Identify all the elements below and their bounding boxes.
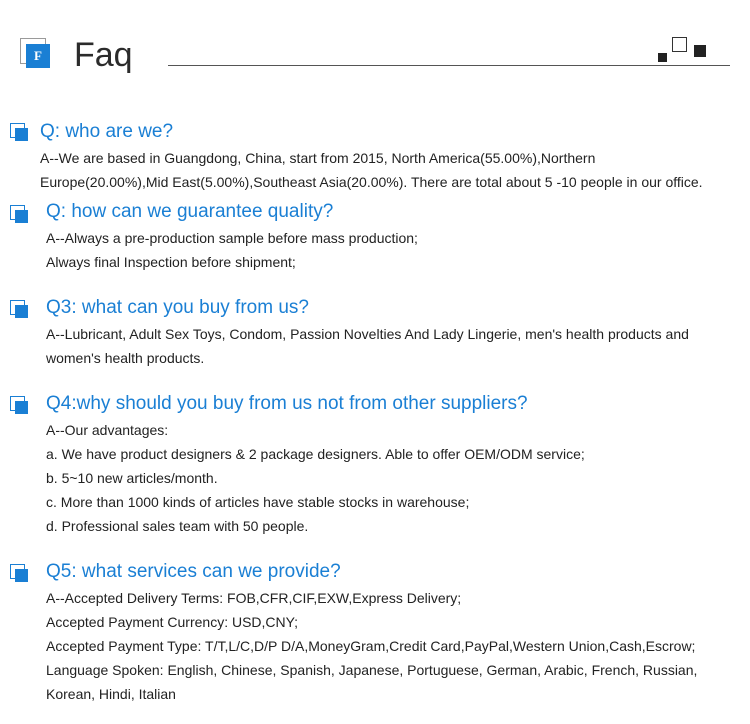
- answer-line: Language Spoken: English, Chinese, Spanish, Japanese, Portuguese, German, Arabic, French, Russian,: [46, 662, 698, 678]
- faq-answer: [46, 226, 418, 274]
- faq-answer: [46, 418, 585, 538]
- decor-square-outline-icon: [672, 37, 687, 52]
- answer-line: Korean, Hindi, Italian: [46, 686, 176, 702]
- decor-square-filled-icon: [694, 45, 706, 57]
- answer-line: a. We have product designers & 2 package designers. Able to offer OEM/ODM service;: [46, 446, 585, 462]
- faq-header: [0, 0, 750, 90]
- answer-line: Always final Inspection before shipment;: [46, 254, 296, 270]
- faq-logo-icon: [20, 38, 50, 68]
- answer-line: Europe(20.00%),Mid East(5.00%),Southeast Asia(20.00%). There are total about 5 -10 people in our office.: [40, 174, 703, 190]
- answer-line: A--We are based in Guangdong, China, start from 2015, North America(55.00%),Northern: [40, 150, 596, 166]
- answer-line: b. 5~10 new articles/month.: [46, 470, 218, 486]
- faq-answer: [46, 322, 689, 370]
- faq-question: Q: how can we guarantee quality?: [46, 201, 334, 222]
- question-bullet-icon: [10, 205, 30, 223]
- logo-letter: F: [26, 44, 50, 68]
- question-bullet-icon: [10, 123, 30, 141]
- answer-line: Accepted Payment Currency: USD,CNY;: [46, 614, 298, 630]
- answer-line: d. Professional sales team with 50 people.: [46, 518, 309, 534]
- question-bullet-icon: [10, 396, 30, 414]
- answer-line: A--Lubricant, Adult Sex Toys, Condom, Passion Novelties And Lady Lingerie, men's health products and: [46, 326, 689, 342]
- answer-line: women's health products.: [46, 350, 205, 366]
- page-title: Faq: [74, 36, 133, 74]
- faq-answer: [46, 586, 697, 706]
- faq-answer: [40, 146, 703, 194]
- answer-line: A--Always a pre-production sample before mass production;: [46, 230, 418, 246]
- header-divider: [168, 65, 730, 66]
- answer-line: Accepted Payment Type: T/T,L/C,D/P D/A,MoneyGram,Credit Card,PayPal,Western Union,Cash,Escrow;: [46, 638, 696, 654]
- faq-question: Q3: what can you buy from us?: [46, 297, 309, 318]
- faq-question: Q4:why should you buy from us not from other suppliers?: [46, 393, 528, 414]
- decor-square-small-icon: [658, 53, 667, 62]
- question-bullet-icon: [10, 564, 30, 582]
- question-bullet-icon: [10, 300, 30, 318]
- answer-line: c. More than 1000 kinds of articles have stable stocks in warehouse;: [46, 494, 470, 510]
- faq-question: Q: who are we?: [40, 121, 174, 142]
- answer-line: A--Our advantages:: [46, 422, 169, 438]
- answer-line: A--Accepted Delivery Terms: FOB,CFR,CIF,EXW,Express Delivery;: [46, 590, 462, 606]
- faq-question: Q5: what services can we provide?: [46, 561, 341, 582]
